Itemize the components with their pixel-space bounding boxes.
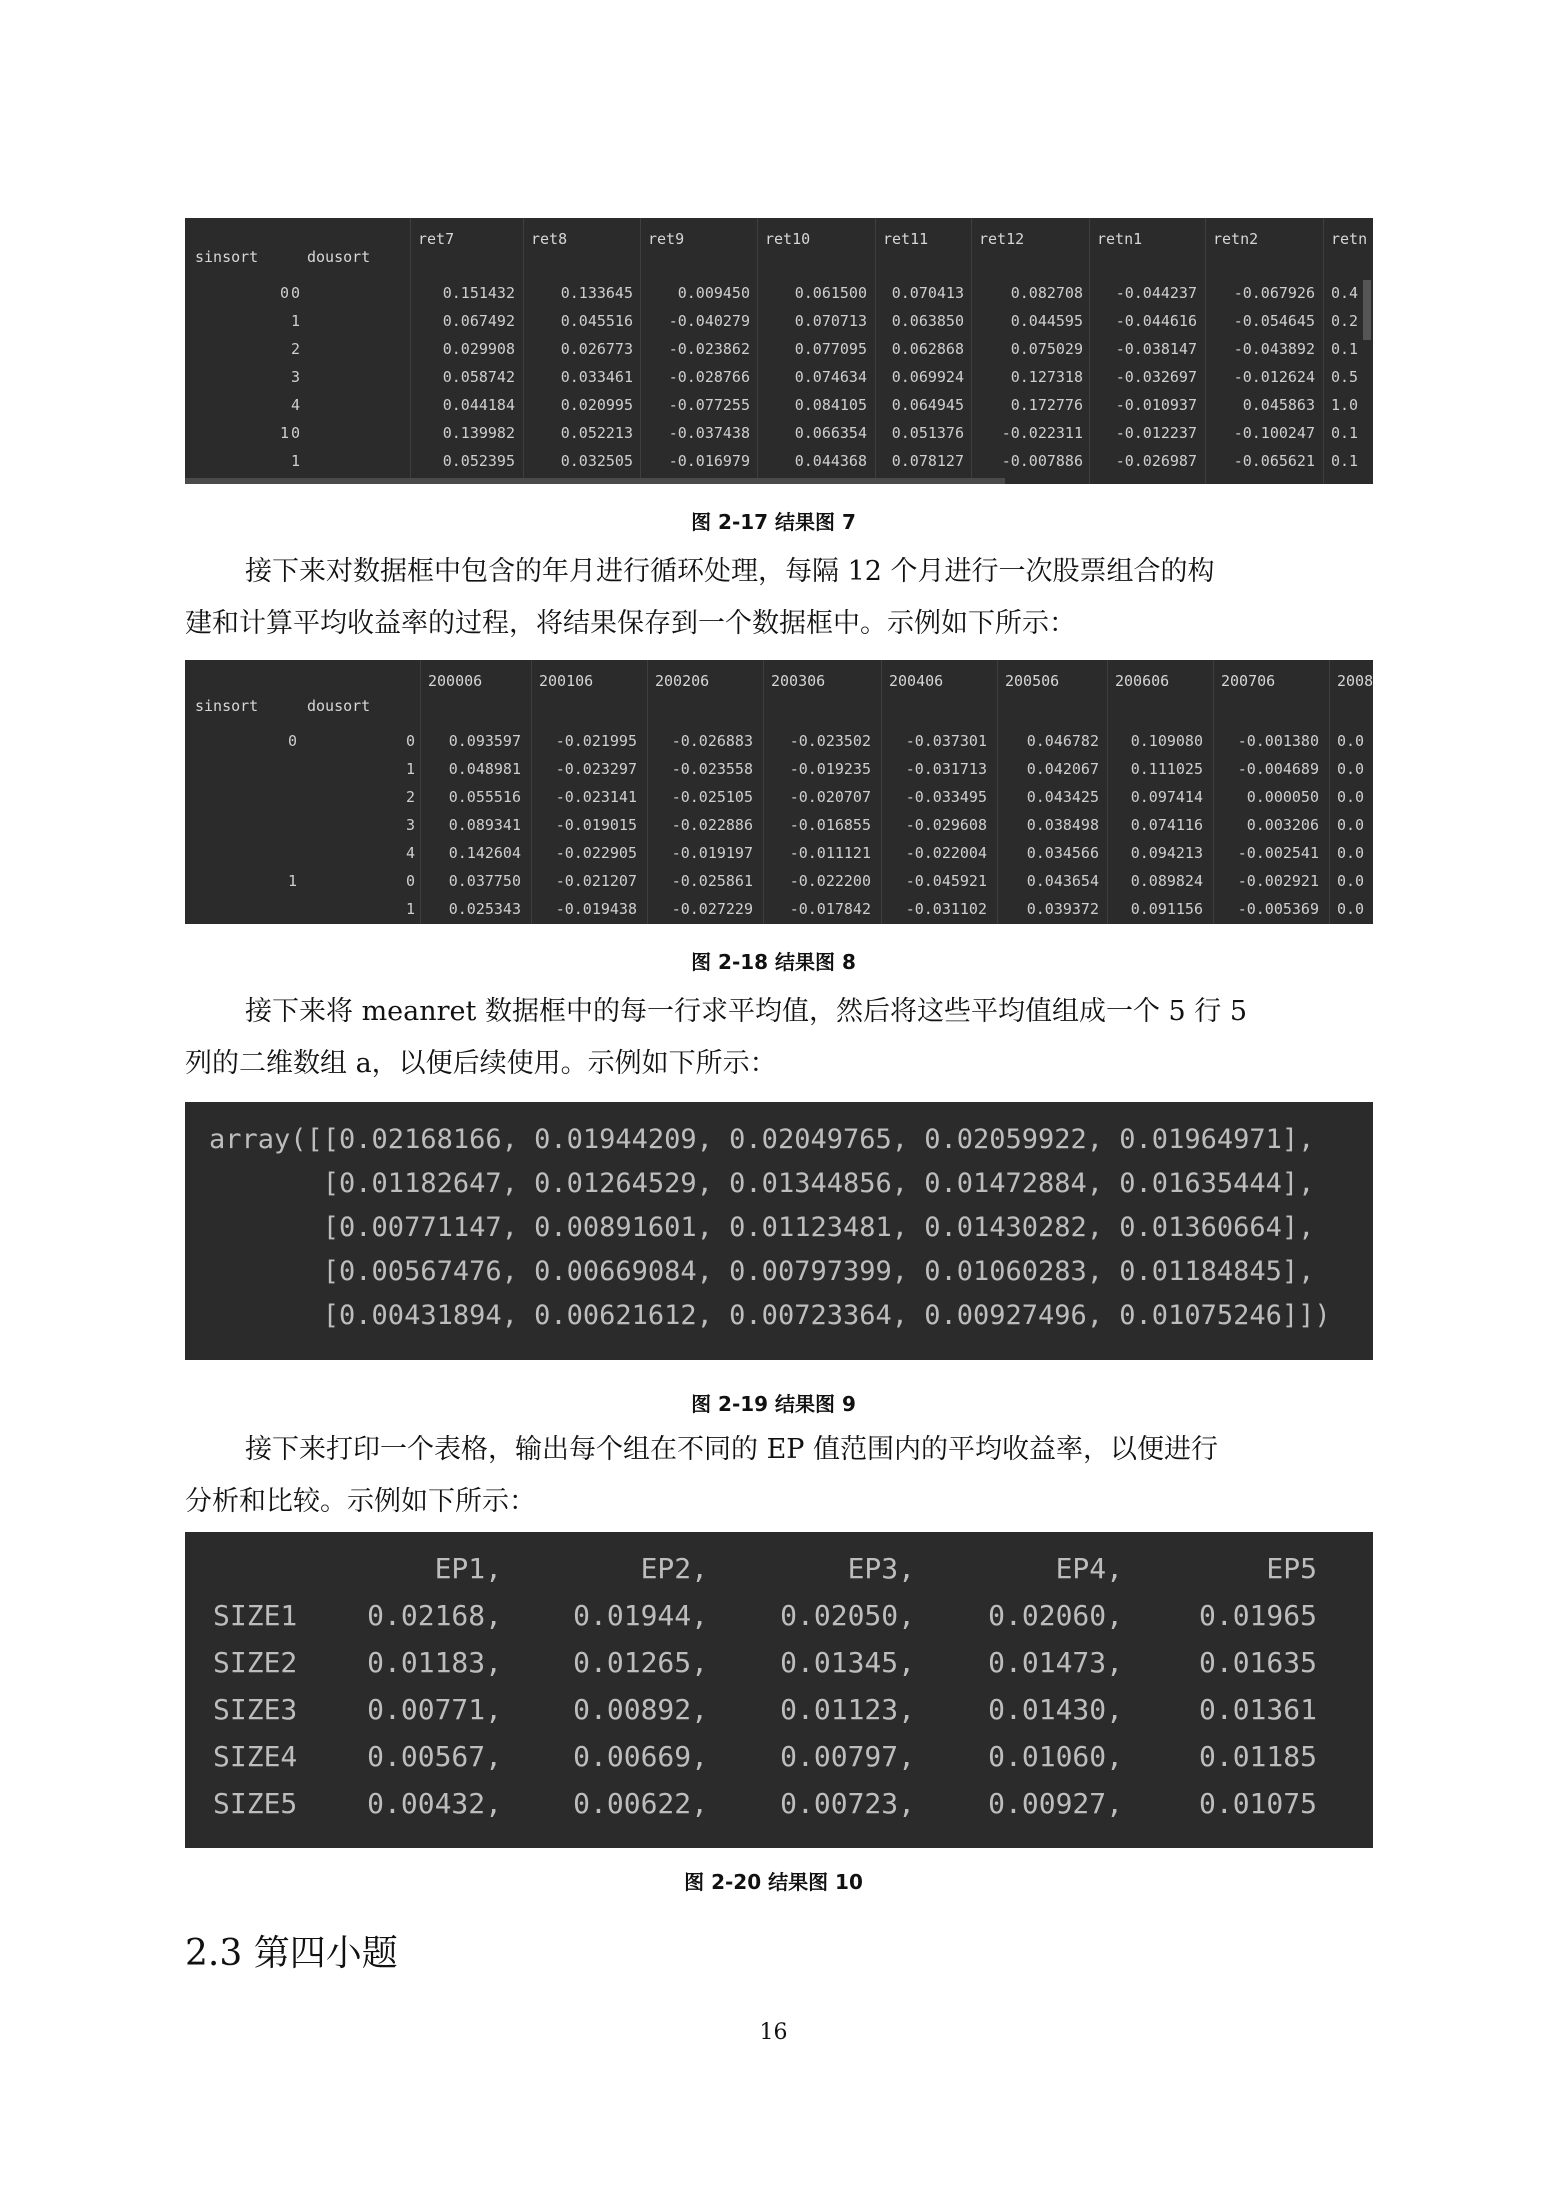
table-cell: 0.000050 (1246, 788, 1319, 806)
table-row-label: SIZE5 (213, 1787, 298, 1820)
table-row (185, 728, 1373, 756)
table-cell: 0.077095 (794, 340, 867, 358)
table-cell: 0.5 (1331, 368, 1359, 386)
table-cell: 0.01635 (1198, 1646, 1317, 1679)
table-cell: -0.007886 (1001, 452, 1083, 470)
table-cell: 0.00723, (780, 1787, 915, 1820)
table-cell: -0.012237 (1115, 424, 1197, 442)
table-cell: -0.022200 (789, 872, 871, 890)
paragraph-2-line-2: 列的二维数组 a，以便后续使用。示例如下所示： (185, 1048, 777, 1079)
table-cell: 0.00669, (573, 1740, 708, 1773)
column-header: 200606 (1115, 672, 1170, 690)
row-index-level-2: 2 (290, 340, 300, 358)
column-header: ret12 (979, 230, 1025, 248)
table-cell: 0.078127 (891, 452, 964, 470)
table-cell: 0.4 (1331, 284, 1359, 302)
table-cell: 0.044368 (794, 452, 867, 470)
table-cell: 0.003206 (1246, 816, 1319, 834)
table-cell: 0.044595 (1010, 312, 1083, 330)
table-cell: -0.054645 (1233, 312, 1315, 330)
table-cell: -0.037301 (905, 732, 987, 750)
row-index-level-2: 0 (290, 284, 300, 302)
row-index-level-2: 1 (290, 312, 300, 330)
table-cell: 0.0 (1337, 788, 1365, 806)
table-cell: 0.048981 (448, 760, 521, 778)
table-cell: 0.051376 (891, 424, 964, 442)
table-cell: -0.077255 (668, 396, 750, 414)
table-cell: 0.1 (1331, 424, 1359, 442)
table-cell: 0.075029 (1010, 340, 1083, 358)
table-cell: 0.01361 (1198, 1693, 1317, 1726)
table-row (185, 392, 1373, 420)
row-index-level-2: 3 (290, 368, 300, 386)
table-cell: -0.019197 (671, 844, 753, 862)
table-cell: 0.0 (1337, 872, 1365, 890)
table-row (185, 420, 1373, 448)
table-row-label: SIZE3 (213, 1693, 298, 1726)
table-row (185, 812, 1373, 840)
table-cell: 0.037750 (448, 872, 521, 890)
table-cell: -0.025861 (671, 872, 753, 890)
table-cell: 0.039372 (1026, 900, 1099, 918)
table-cell: 0.01430, (988, 1693, 1123, 1726)
table-cell: -0.028766 (668, 368, 750, 386)
row-index-level-1: 1 (279, 424, 289, 442)
column-header: 200006 (428, 672, 483, 690)
table-cell: -0.025105 (671, 788, 753, 806)
table-cell: -0.011121 (789, 844, 871, 862)
table-cell: -0.002541 (1237, 844, 1319, 862)
table-cell: 0.01185 (1198, 1740, 1317, 1773)
column-header: 200406 (889, 672, 944, 690)
table-header-cell: EP3, (847, 1552, 915, 1585)
array-line: [0.00567476, 0.00669084, 0.00797399, 0.01060283, 0.01184845], (209, 1256, 1315, 1287)
table-cell: -0.001380 (1237, 732, 1319, 750)
table-header-cell: EP2, (640, 1552, 708, 1585)
table-cell: -0.021995 (555, 732, 637, 750)
table-cell: 0.097414 (1130, 788, 1203, 806)
table-cell: 0.133645 (560, 284, 633, 302)
index-name: sinsort (195, 248, 259, 266)
table-row (185, 364, 1373, 392)
dataframe-output-fig17 (185, 218, 1373, 484)
table-cell: 0.046782 (1026, 732, 1099, 750)
table-cell: -0.023558 (671, 760, 753, 778)
table-cell: 0.093597 (448, 732, 521, 750)
table-cell: -0.022004 (905, 844, 987, 862)
vertical-scrollbar[interactable] (1363, 280, 1371, 340)
table-cell: 0.052395 (442, 452, 515, 470)
table-cell: 0.042067 (1026, 760, 1099, 778)
table-cell: 0.045863 (1242, 396, 1315, 414)
row-index-level-2: 3 (405, 816, 415, 834)
table-header-cell: EP4, (1055, 1552, 1123, 1585)
table-cell: 0.066354 (794, 424, 867, 442)
index-name: dousort (307, 697, 371, 715)
table-cell: 0.1 (1331, 340, 1359, 358)
table-cell: 0.025343 (448, 900, 521, 918)
table-cell: 0.061500 (794, 284, 867, 302)
table-cell: 0.063850 (891, 312, 964, 330)
table-cell: 0.00892, (573, 1693, 708, 1726)
column-header: retn (1331, 230, 1368, 248)
table-header-cell: EP5 (1266, 1552, 1317, 1585)
table-cell: -0.044616 (1115, 312, 1197, 330)
table-cell: 0.111025 (1130, 760, 1203, 778)
table-cell: 0.142604 (448, 844, 521, 862)
table-row-label: SIZE1 (213, 1599, 298, 1632)
table-cell: -0.100247 (1233, 424, 1315, 442)
table-cell: 0.2 (1331, 312, 1359, 330)
table-cell: 0.084105 (794, 396, 867, 414)
table-cell: 0.029908 (442, 340, 515, 358)
table-cell: -0.016855 (789, 816, 871, 834)
table-cell: -0.031102 (905, 900, 987, 918)
column-header: ret10 (765, 230, 811, 248)
table-cell: -0.037438 (668, 424, 750, 442)
table-cell: 0.094213 (1130, 844, 1203, 862)
table-cell: -0.002921 (1237, 872, 1319, 890)
caption-fig17: 图 2-17 结果图 7 (691, 510, 856, 534)
table-cell: 0.070413 (891, 284, 964, 302)
paragraph-3-line-1: 接下来打印一个表格，输出每个组在不同的 EP 值范围内的平均收益率，以便进行 (245, 1434, 1219, 1465)
column-header: 200706 (1221, 672, 1276, 690)
table-cell: 0.00927, (988, 1787, 1123, 1820)
table-cell: 0.069924 (891, 368, 964, 386)
row-index-level-2: 4 (405, 844, 415, 862)
table-cell: 0.089341 (448, 816, 521, 834)
table-row (185, 308, 1373, 336)
table-cell: -0.022311 (1001, 424, 1083, 442)
table-cell: 0.055516 (448, 788, 521, 806)
paragraph-1-line-1: 接下来对数据框中包含的年月进行循环处理，每隔 12 个月进行一次股票组合的构 (245, 556, 1215, 587)
table-cell: 0.064945 (891, 396, 964, 414)
table-cell: 0.01123, (780, 1693, 915, 1726)
table-cell: -0.043892 (1233, 340, 1315, 358)
row-index-level-2: 0 (290, 424, 300, 442)
table-cell: 0.052213 (560, 424, 633, 442)
table-cell: 0.0 (1337, 760, 1365, 778)
table-cell: 0.01183, (367, 1646, 502, 1679)
table-cell: 0.043425 (1026, 788, 1099, 806)
table-cell: -0.032697 (1115, 368, 1197, 386)
table-cell: -0.023502 (789, 732, 871, 750)
array-line: [0.00771147, 0.00891601, 0.01123481, 0.01430282, 0.01360664], (209, 1212, 1315, 1243)
table-cell: -0.005369 (1237, 900, 1319, 918)
array-line: array([[0.02168166, 0.01944209, 0.02049765, 0.02059922, 0.01964971], (209, 1124, 1315, 1155)
table-cell: -0.067926 (1233, 284, 1315, 302)
table-cell: -0.022886 (671, 816, 753, 834)
caption-fig19: 图 2-19 结果图 9 (691, 1392, 856, 1416)
table-header-cell: EP1, (434, 1552, 502, 1585)
paragraph-2 (185, 986, 1373, 1090)
table-row-label: SIZE2 (213, 1646, 298, 1679)
table-cell: 0.00771, (367, 1693, 502, 1726)
row-index-level-1: 1 (287, 872, 297, 890)
table-cell: 0.067492 (442, 312, 515, 330)
table-cell: 0.0 (1337, 816, 1365, 834)
dataframe-output-fig18 (185, 660, 1373, 924)
table-cell: 0.044184 (442, 396, 515, 414)
section-heading: 2.3 第四小题 (185, 1933, 398, 1974)
table-cell: -0.017842 (789, 900, 871, 918)
column-header: 200206 (655, 672, 710, 690)
table-cell: 0.026773 (560, 340, 633, 358)
table-cell: 0.045516 (560, 312, 633, 330)
table-cell: 0.062868 (891, 340, 964, 358)
table-cell: 0.00567, (367, 1740, 502, 1773)
table-row (185, 784, 1373, 812)
table-cell: 0.01265, (573, 1646, 708, 1679)
paragraph-1-line-2: 建和计算平均收益率的过程，将结果保存到一个数据框中。示例如下所示： (185, 608, 1076, 639)
table-cell: 0.02050, (780, 1599, 915, 1632)
table-row-label: SIZE4 (213, 1740, 298, 1773)
paragraph-3-line-2: 分析和比较。示例如下所示： (185, 1486, 536, 1517)
paragraph-2-line-1: 接下来将 meanret 数据框中的每一行求平均值，然后将这些平均值组成一个 5 行 5 (245, 996, 1248, 1027)
table-cell: -0.031713 (905, 760, 987, 778)
table-cell: 0.172776 (1010, 396, 1083, 414)
table-cell: 0.01060, (988, 1740, 1123, 1773)
table-cell: -0.023862 (668, 340, 750, 358)
table-cell: -0.027229 (671, 900, 753, 918)
table-cell: 0.082708 (1010, 284, 1083, 302)
table-cell: 0.109080 (1130, 732, 1203, 750)
row-index-level-2: 1 (290, 452, 300, 470)
table-cell: -0.040279 (668, 312, 750, 330)
table-cell: 0.127318 (1010, 368, 1083, 386)
column-header: retn1 (1097, 230, 1143, 248)
table-cell: 0.00622, (573, 1787, 708, 1820)
table-cell: 0.0 (1337, 732, 1365, 750)
table-row (185, 448, 1373, 476)
row-index-level-2: 1 (405, 900, 415, 918)
table-cell: 0.009450 (677, 284, 750, 302)
table-row (185, 336, 1373, 364)
table-cell: 0.091156 (1130, 900, 1203, 918)
array-output-fig19 (185, 1102, 1373, 1360)
table-cell: -0.019438 (555, 900, 637, 918)
column-header: ret11 (883, 230, 929, 248)
table-cell: 0.043654 (1026, 872, 1099, 890)
table-cell: 0.01345, (780, 1646, 915, 1679)
column-header: ret8 (531, 230, 568, 248)
table-cell: -0.026883 (671, 732, 753, 750)
table-cell: 0.089824 (1130, 872, 1203, 890)
table-cell: 0.038498 (1026, 816, 1099, 834)
table-cell: -0.044237 (1115, 284, 1197, 302)
table-cell: 0.034566 (1026, 844, 1099, 862)
table-cell: -0.023141 (555, 788, 637, 806)
table-cell: 0.02060, (988, 1599, 1123, 1632)
table-cell: 0.139982 (442, 424, 515, 442)
table-cell: -0.021207 (555, 872, 637, 890)
table-output-fig20 (185, 1532, 1373, 1848)
row-index-level-2: 0 (405, 732, 415, 750)
row-index-level-1: 0 (279, 284, 289, 302)
table-cell: 0.033461 (560, 368, 633, 386)
caption-fig20: 图 2-20 结果图 10 (684, 1870, 863, 1894)
column-header: ret7 (418, 230, 455, 248)
index-name: dousort (307, 248, 371, 266)
table-cell: -0.022905 (555, 844, 637, 862)
table-row (185, 896, 1373, 924)
table-cell: 0.0 (1337, 844, 1365, 862)
row-index-level-1: 0 (287, 732, 297, 750)
table-cell: -0.045921 (905, 872, 987, 890)
horizontal-scrollbar[interactable] (185, 478, 1005, 484)
table-cell: -0.023297 (555, 760, 637, 778)
table-cell: 0.058742 (442, 368, 515, 386)
table-cell: 0.1 (1331, 452, 1359, 470)
table-row (185, 868, 1373, 896)
table-cell: -0.020707 (789, 788, 871, 806)
table-cell: 0.01965 (1198, 1599, 1317, 1632)
table-cell: 0.00797, (780, 1740, 915, 1773)
caption-fig18: 图 2-18 结果图 8 (691, 950, 856, 974)
table-cell: 0.02168, (367, 1599, 502, 1632)
row-index-level-2: 0 (405, 872, 415, 890)
table-cell: 0.0 (1337, 900, 1365, 918)
row-index-level-2: 2 (405, 788, 415, 806)
table-cell: -0.010937 (1115, 396, 1197, 414)
paragraph-1 (185, 546, 1373, 650)
table-cell: -0.019235 (789, 760, 871, 778)
array-line: [0.01182647, 0.01264529, 0.01344856, 0.01472884, 0.01635444], (209, 1168, 1315, 1199)
table-cell: 0.074116 (1130, 816, 1203, 834)
table-cell: -0.029608 (905, 816, 987, 834)
table-cell: 0.070713 (794, 312, 867, 330)
table-row (185, 840, 1373, 868)
table-row (185, 756, 1373, 784)
page-number: 16 (759, 2020, 788, 2045)
table-cell: -0.065621 (1233, 452, 1315, 470)
column-header: 2008 (1337, 672, 1373, 690)
table-cell: 0.01473, (988, 1646, 1123, 1679)
array-line: [0.00431894, 0.00621612, 0.00723364, 0.00927496, 0.01075246]]) (209, 1300, 1331, 1331)
table-cell: 0.01075 (1198, 1787, 1317, 1820)
table-cell: 0.074634 (794, 368, 867, 386)
column-header: ret9 (648, 230, 685, 248)
table-cell: -0.033495 (905, 788, 987, 806)
column-header: retn2 (1213, 230, 1259, 248)
paragraph-3 (185, 1424, 1373, 1528)
index-name: sinsort (195, 697, 259, 715)
column-header: 200306 (771, 672, 826, 690)
table-cell: 0.01944, (573, 1599, 708, 1632)
table-cell: -0.004689 (1237, 760, 1319, 778)
table-cell: -0.016979 (668, 452, 750, 470)
table-cell: 0.151432 (442, 284, 515, 302)
table-cell: -0.026987 (1115, 452, 1197, 470)
table-cell: -0.012624 (1233, 368, 1315, 386)
column-header: 200106 (539, 672, 594, 690)
table-cell: -0.038147 (1115, 340, 1197, 358)
table-cell: 1.0 (1331, 396, 1359, 414)
row-index-level-2: 4 (290, 396, 300, 414)
column-header: 200506 (1005, 672, 1060, 690)
row-index-level-2: 1 (405, 760, 415, 778)
table-cell: 0.00432, (367, 1787, 502, 1820)
table-cell: 0.020995 (560, 396, 633, 414)
table-cell: 0.032505 (560, 452, 633, 470)
table-cell: -0.019015 (555, 816, 637, 834)
table-row (185, 280, 1373, 308)
